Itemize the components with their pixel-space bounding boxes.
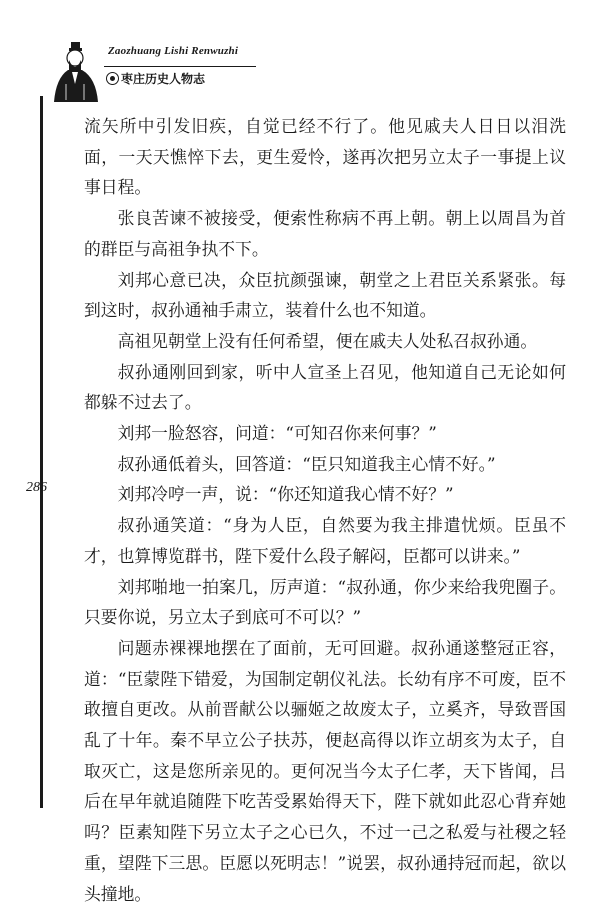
paragraph: 高祖见朝堂上没有任何希望，便在戚夫人处私召叔孙通。 — [117, 330, 538, 351]
series-title-chinese — [106, 70, 205, 87]
paragraph: 刘邦心意已决，众臣抗颜强谏，朝堂之上君臣关系紧张。每到这时，叔孙通袖手肃立，装着什么也不知道。 — [84, 269, 566, 321]
series-title-latin: Zaozhuang Lishi Renwuzhi — [108, 45, 239, 57]
paragraph: 刘邦冷哼一声，说：“你还知道我心情不好？” — [117, 484, 454, 505]
paragraph: 叔孙通刚回到家，听中人宣圣上召见，他知道自己无论如何都躲不过去了。 — [84, 361, 566, 413]
paragraph: 叔孙通笑道：“身为人臣，自然要为我主排遣忧烦。臣虽不才，也算博览群书，陛下爱什么段子解闷，臣都可以讲来。” — [84, 515, 566, 566]
series-title-chinese-text: 枣庄历史人物志 — [121, 72, 206, 86]
header-portrait-illustration — [44, 40, 106, 102]
paragraph: 刘邦啪地一拍案几，厉声道：“叔孙通，你少来给我兜圈子。只要你说，另立太子到底可不可以？” — [84, 576, 566, 628]
header-horizontal-rule — [104, 66, 256, 67]
paragraph: 流矢所中引发旧疾，自觉已经不行了。他见戚夫人日日以泪洗面，一天天憔悴下去，更生爱怜，遂再次把另立太子一事提上议事日程。 — [84, 116, 566, 198]
page-number: 286 — [26, 480, 47, 495]
paragraph: 问题赤裸裸地摆在了面前，无可回避。叔孙通遂整冠正容，道：“臣蒙陛下错爱，为国制定朝仪礼法。长幼有序不可废，臣不敢擅自更改。从前晋献公以骊姬之故废太子，立奚齐，导致晋国乱了十年。秦不早立公子扶苏，便赵高得以诈立胡亥为太子，自取灭亡，这是您所亲见的。更何况当今太子仁孝，天下皆闻，吕后在早年就追随陛下吃苦受累始得天下，陛下就如此忍心背弃她吗？臣素知陛下另立太子之心已久，不过一己之私爱与社稷之轻重，望陛下三思。臣愿以死明志！”说罢，叔孙通持冠而起，欲以头撞地。 — [84, 637, 566, 904]
paragraph: 叔孙通低着头，回答道：“臣只知道我主心情不好。” — [117, 453, 496, 474]
body-text — [84, 111, 566, 909]
series-bullet-icon — [106, 72, 119, 85]
paragraph: 刘邦一脸怒容，问道：“可知召你来何事？” — [117, 423, 437, 444]
paragraph: 张良苦谏不被接受，便索性称病不再上朝。朝上以周昌为首的群臣与高祖争执不下。 — [84, 208, 566, 259]
header-vertical-rule — [40, 96, 43, 808]
